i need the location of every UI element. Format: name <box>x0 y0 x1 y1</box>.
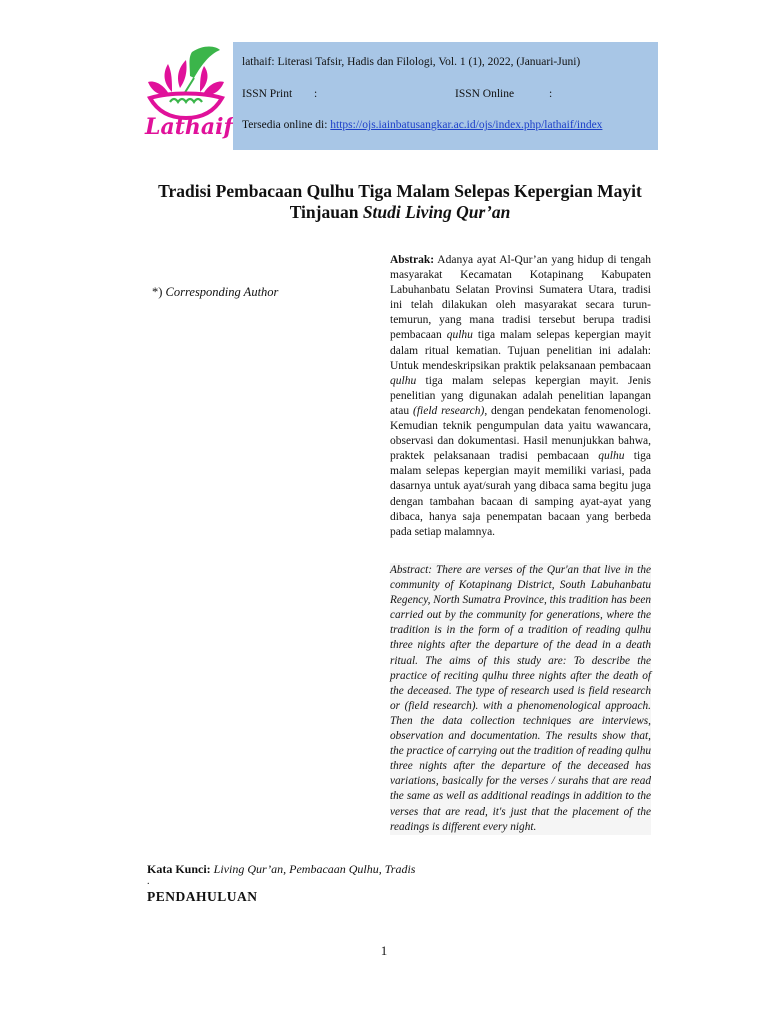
abstract-text: tiga malam selepas kepergian mayit memiliki variasi, pada dasarnya untuk ayat/surah yang dibaca sama begitu juga dengan tambahan bacaan di samping ayat-ayat yang dibaca, hanya saja penempatan bacaan yang berbeda pada setiap malamnya. <box>390 450 651 538</box>
abstract-text: tiga malam selepas kepergian mayit. Jenis penelitian yang digunakan adalah penelitian lapangan atau <box>390 374 651 417</box>
title-line-2 <box>100 202 700 223</box>
abstract-label: Abstrak: <box>390 254 435 266</box>
issn-online-sep: : <box>549 88 553 100</box>
title-line-1: Tradisi Pembacaan Qulhu Tiga Malam Selepas Kepergian Mayit <box>158 181 642 201</box>
issn-print-label: ISSN Print <box>242 88 293 100</box>
abstract-text: , dengan pendekatan fenomenologi. Kemudian teknik pengumpulan data yaitu wawancara, observasi dan dokumentasi. Hasil menunjukkan bahwa, praktek pelaksanaan tradisi pembacaan <box>390 404 652 463</box>
issn-print-sep: : <box>314 88 318 100</box>
journal-header-box <box>233 42 658 150</box>
abstract-italic-term: qulhu <box>446 329 473 342</box>
online-availability <box>242 119 602 131</box>
corresponding-author-note <box>152 285 278 300</box>
abstract-italic-term: (field research) <box>413 404 485 417</box>
abstract-text: tiga malam selepas kepergian mayit dalam ritual kematian. Tujuan penelitian ini adalah: Untuk mendeskripsikan praktik pelaksanaan pembacaan <box>390 329 651 372</box>
abstract-english: Abstract: There are verses of the Qur'an that live in the community of Kotapinang District, South Labuhanbatu Regency, North Sumatra Province, this tradition has been carried out by the community for generations, where the tradition is in the form of a tradition of reading qulhu three nights after the departure of the dead in a death ritual. The aims of this study are: To describe the practice of reciting qulhu three nights after the death of the deceased. The type of research used is field research or (field research). with a phenomenological approach. Then the data collection techniques are interviews, observation and documentation. The results show that, the practice of carrying out the tradition of reading qulhu three nights after the departure of the deceased has variations, basically for the verses / surahs that are read the same as well as additional readings in addition to the verses that are read, it's just that the placement of the readings is different every night. <box>390 563 651 835</box>
online-prefix: Tersedia online di: <box>242 119 328 131</box>
author-marker: *) <box>152 285 163 299</box>
abstract-text: Adanya ayat Al-Qur’an yang hidup di tengah masyarakat Kecamatan Kotapinang Kabupaten Labuhanbatu Selatan Provinsi Sumatera Utara, tradisi ini telah dilakukan oleh masyarakat secara turun-temurun, yang mana tradisi tersebut berupa tradisi pembacaan <box>390 254 651 342</box>
section-heading: PENDAHULUAN <box>147 889 258 904</box>
keywords-value: Living Qur’an, Pembacaan Qulhu, Tradis <box>213 862 416 876</box>
keywords-label: Kata Kunci: <box>147 862 211 876</box>
abstract-italic-term: qulhu <box>598 450 625 463</box>
keywords-line <box>147 862 415 877</box>
page-number: 1 <box>380 943 388 958</box>
journal-citation: lathaif: Literasi Tafsir, Hadis dan Filologi, Vol. 1 (1), 2022, (Januari-Juni) <box>242 56 581 68</box>
stray-dot: . <box>147 876 150 887</box>
logo-wordmark: Lathaif <box>145 114 233 140</box>
issn-online-label: ISSN Online <box>455 88 515 100</box>
abstract-italic-term: qulhu <box>390 374 417 387</box>
author-note-text: Corresponding Author <box>165 285 279 299</box>
abstract-indonesian <box>390 253 651 540</box>
journal-url-link[interactable]: https://ojs.iainbatusangkar.ac.id/ojs/index.php/lathaif/index <box>330 119 603 131</box>
title-line-2-plain: Tinjauan <box>289 202 359 222</box>
article-title <box>100 181 700 223</box>
issn-row <box>242 88 642 102</box>
title-line-2-italic: Studi Living Qur’an <box>362 202 511 222</box>
